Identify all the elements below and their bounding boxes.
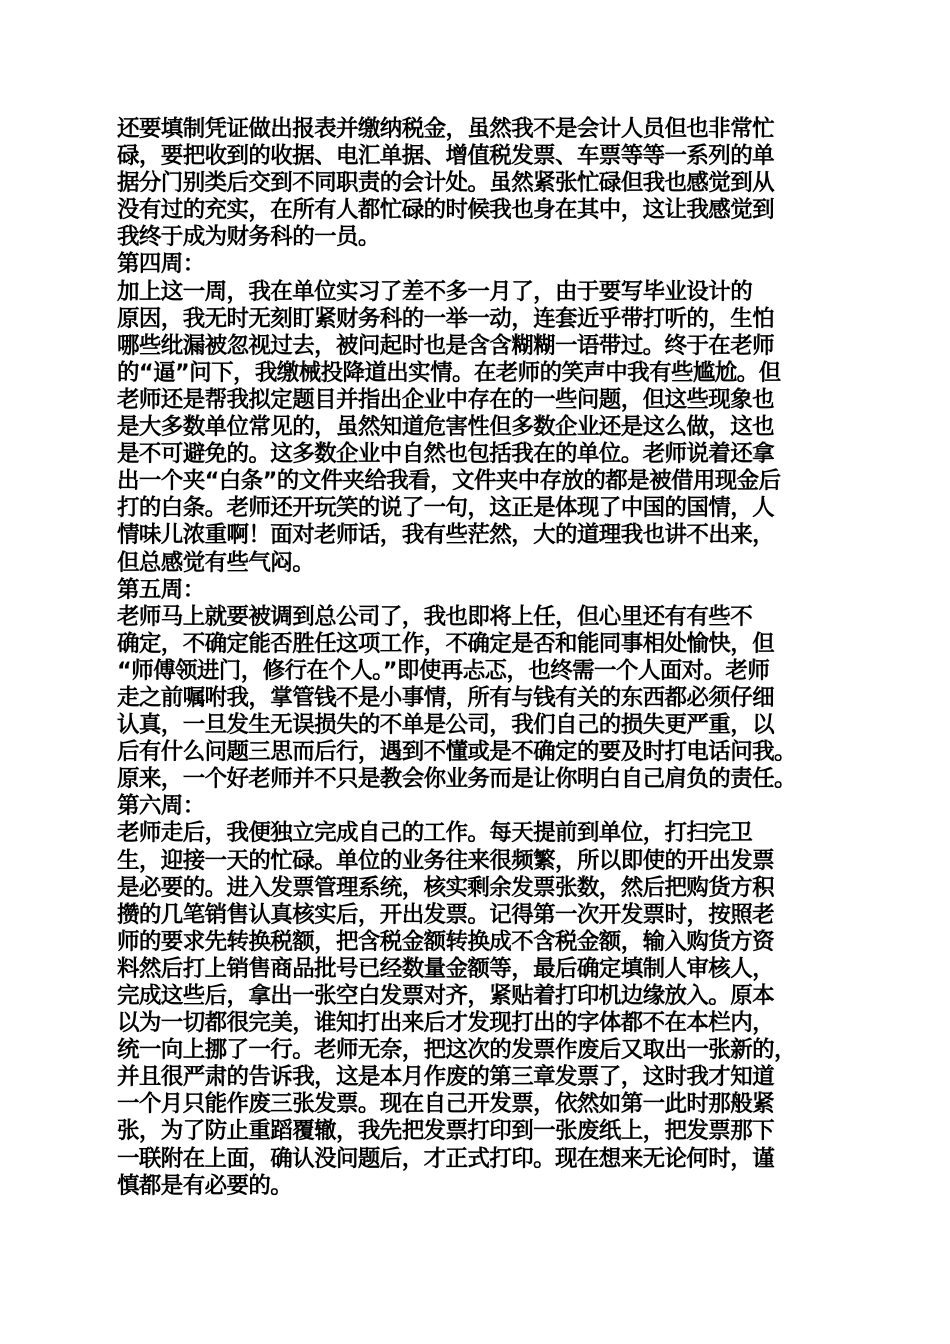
text-line: 确定，不确定能否胜任这项工作，不确定是否和能同事相处愉快，但 <box>117 630 775 657</box>
text-line: 哪些纰漏被忽视过去，被问起时也是含含糊糊一语带过。终于在老师 <box>117 332 775 359</box>
text-line: 张，为了防止重蹈覆辙，我先把发票打印到一张废纸上，把发票那下 <box>117 1118 775 1145</box>
text-line: 认真，一旦发生无误损失的不单是公司，我们自己的损失更严重，以 <box>117 712 775 739</box>
text-line: 一个月只能作废三张发票。现在自己开发票，依然如第一此时那般紧 <box>117 1091 775 1118</box>
text-line: 师的要求先转换税额，把含税金额转换成不含税金额，输入购货方资 <box>117 928 775 955</box>
text-line: 情味儿浓重啊！面对老师话，我有些茫然，大的道理我也讲不出来， <box>117 522 775 549</box>
section-heading-week4: 第四周： <box>117 251 205 278</box>
text-line: 攒的几笔销售认真核实后，开出发票。记得第一次开发票时，按照老 <box>117 901 775 928</box>
text-line: 统一向上挪了一行。老师无奈，把这次的发票作废后又取出一张新的， <box>117 1037 796 1064</box>
text-line: 碌，要把收到的收据、电汇单据、增值税发票、车票等等一系列的单 <box>117 143 775 170</box>
text-line: 是必要的。进入发票管理系统，核实剩余发票张数，然后把购货方积 <box>117 874 775 901</box>
text-line: 老师马上就要被调到总公司了，我也即将上任，但心里还有有些不 <box>117 603 753 630</box>
text-line: 一联附在上面，确认没问题后，才正式打印。现在想来无论何时，谨 <box>117 1145 775 1172</box>
text-line: 料然后打上销售商品批号已经数量金额等，最后确定填制人审核人， <box>117 955 775 982</box>
text-line: 的“逼”问下，我缴械投降道出实情。在老师的笑声中我有些尴尬。但 <box>117 359 781 386</box>
text-line: 以为一切都很完美，谁知打出来后才发现打出的字体都不在本栏内， <box>117 1010 775 1037</box>
text-line: 原来，一个好老师并不只是教会你业务而是让你明白自己肩负的责任。 <box>117 766 796 793</box>
text-line: 生，迎接一天的忙碌。单位的业务往来很频繁，所以即使的开出发票 <box>117 847 775 874</box>
text-line: 我终于成为财务科的一员。 <box>117 224 380 251</box>
text-line: 出一个夹“白条”的文件夹给我看，文件夹中存放的都是被借用现金后 <box>117 468 781 495</box>
section-heading-week5: 第五周： <box>117 576 205 603</box>
document-body <box>117 116 847 1200</box>
text-line: 慎都是有必要的。 <box>117 1172 293 1199</box>
text-line: 后有什么问题三思而后行，遇到不懂或是不确定的要及时打电话问我。 <box>117 739 796 766</box>
text-line: 原因，我无时无刻盯紧财务科的一举一动，连套近乎带打听的，生怕 <box>117 305 775 332</box>
text-line: 是不可避免的。这多数企业中自然也包括我在的单位。老师说着还拿 <box>117 441 775 468</box>
section-heading-week6: 第六周： <box>117 793 205 820</box>
text-line: 并且很严肃的告诉我，这是本月作废的第三章发票了，这时我才知道 <box>117 1064 775 1091</box>
text-line: 加上这一周，我在单位实习了差不多一月了，由于要写毕业设计的 <box>117 278 753 305</box>
text-line: 老师走后，我便独立完成自己的工作。每天提前到单位，打扫完卫 <box>117 820 753 847</box>
text-line: “师傅领进门，修行在个人。”即使再忐忑，也终需一个人面对。老师 <box>117 657 770 684</box>
text-line: 没有过的充实，在所有人都忙碌的时候我也身在其中，这让我感觉到 <box>117 197 775 224</box>
text-line: 老师还是帮我拟定题目并指出企业中存在的一些问题，但这些现象也 <box>117 386 775 413</box>
text-line: 打的白条。老师还开玩笑的说了一句，这正是体现了中国的国情，人 <box>117 495 775 522</box>
text-line: 是大多数单位常见的，虽然知道危害性但多数企业还是这么做，这也 <box>117 414 775 441</box>
text-line: 完成这些后，拿出一张空白发票对齐，紧贴着打印机边缘放入。原本 <box>117 983 775 1009</box>
text-line: 走之前嘱咐我，掌管钱不是小事情，所有与钱有关的东西都必须仔细 <box>117 684 775 711</box>
text-line: 据分门别类后交到不同职责的会计处。虽然紧张忙碌但我也感觉到从 <box>117 170 775 197</box>
text-line: 但总感觉有些气闷。 <box>117 549 315 576</box>
text-line: 还要填制凭证做出报表并缴纳税金，虽然我不是会计人员但也非常忙 <box>117 116 775 142</box>
